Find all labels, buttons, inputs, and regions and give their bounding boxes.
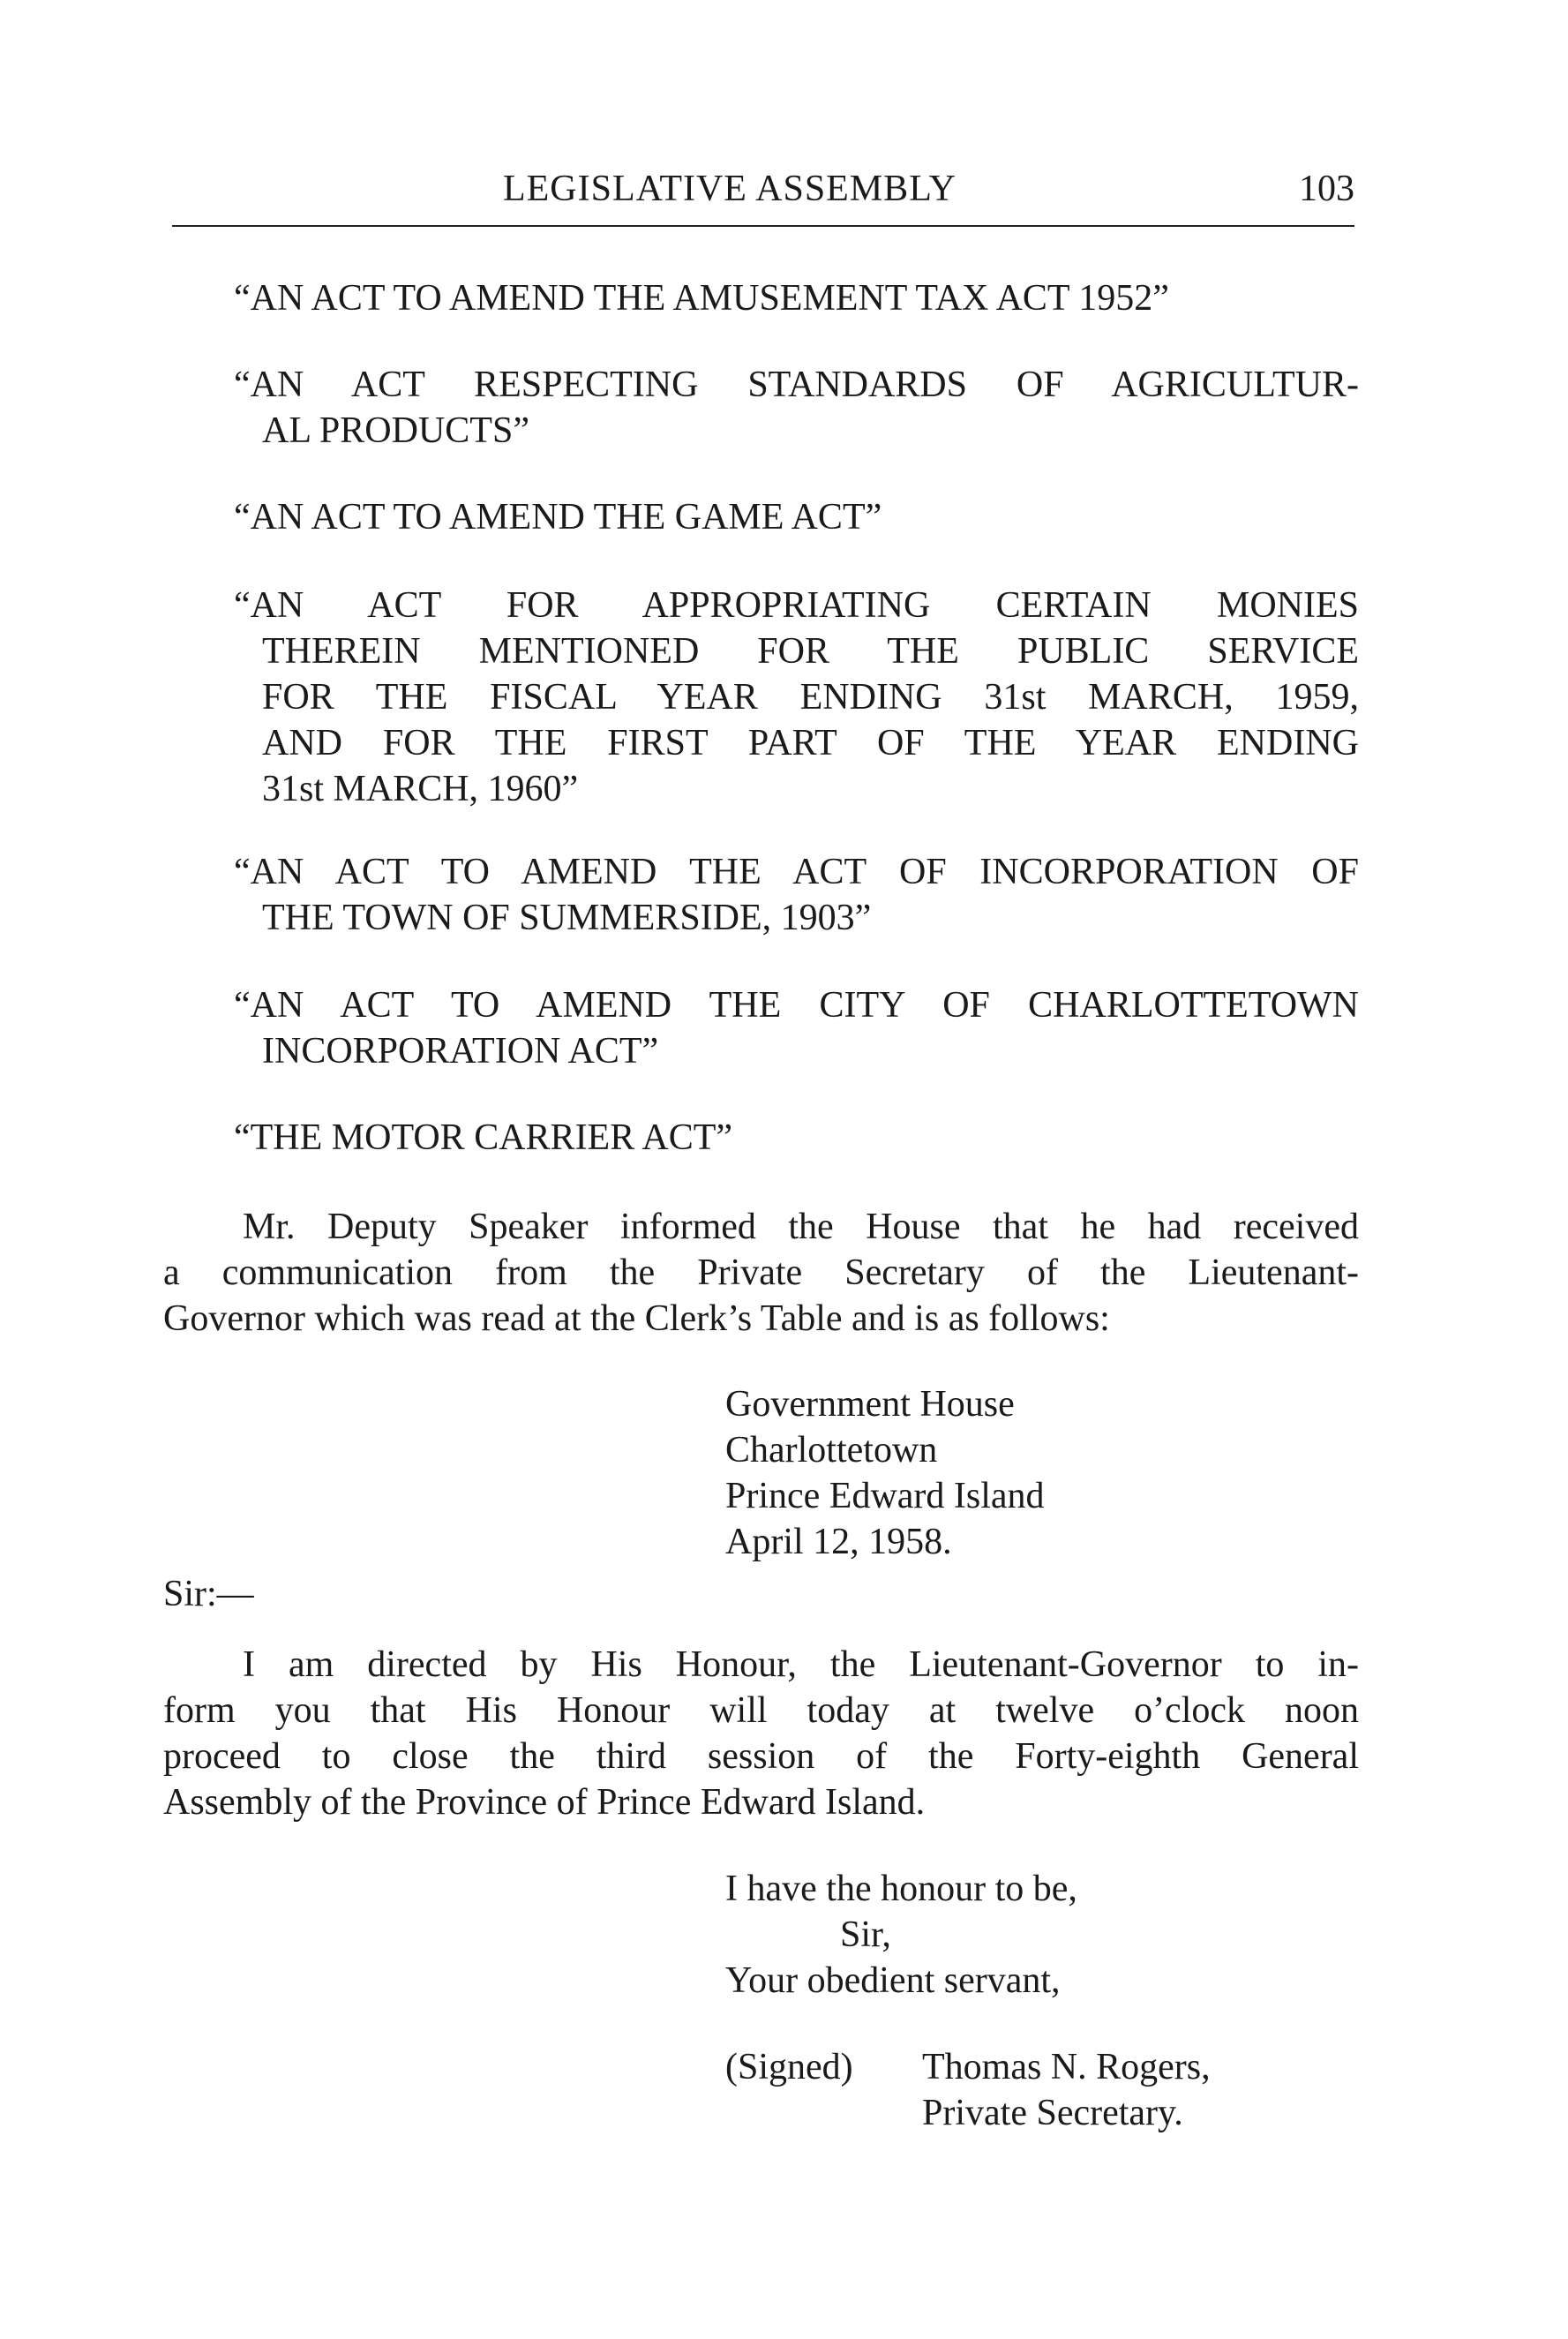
act-title-7: “THE MOTOR CARRIER ACT” bbox=[234, 1117, 733, 1158]
page-number: 103 bbox=[1299, 169, 1354, 209]
signer-name: Thomas N. Rogers, bbox=[922, 2047, 1211, 2087]
act-title-2: “AN ACT RESPECTING STANDARDS OF AGRICULTUR- AL PRODUCTS” bbox=[234, 365, 1359, 451]
signer-title: Private Secretary. bbox=[922, 2093, 1183, 2133]
act-title-3: “AN ACT TO AMEND THE GAME ACT” bbox=[234, 497, 882, 538]
act-title-1: “AN ACT TO AMEND THE AMUSEMENT TAX ACT 1952” bbox=[234, 278, 1169, 319]
letter-body: I am directed by His Honour, the Lieutenant-Governor to in- form you that His Honour will today at twelve o’clock noon proceed to close the third session of the Forty-eighth General Assembly of the Province of Prince Edward Island. bbox=[163, 1644, 1359, 1823]
act-title-5: “AN ACT TO AMEND THE ACT OF INCORPORATION OF THE TOWN OF SUMMERSIDE, 1903” bbox=[234, 852, 1359, 938]
header-rule bbox=[172, 225, 1354, 227]
act-title-4: “AN ACT FOR APPROPRIATING CERTAIN MONIES THEREIN MENTIONED FOR THE PUBLIC SERVICE FOR THE FISCAL YEAR ENDING 31st MARCH, 1959, AND FOR THE FIRST PART OF THE YEAR ENDING 31st MARCH, 1960” bbox=[234, 585, 1359, 809]
signature-block bbox=[922, 2044, 1211, 2136]
letter-closing: I have the honour to be, Sir, Your obedient servant, bbox=[725, 1869, 1077, 2001]
letter-address: Government House Charlottetown Prince Edward Island April 12, 1958. bbox=[725, 1384, 1045, 1562]
running-title: LEGISLATIVE ASSEMBLY bbox=[503, 169, 957, 209]
intro-paragraph: Mr. Deputy Speaker informed the House that he had received a communication from the Private Secretary of the Lieutenant- Governor which was read at the Clerk’s Table and is as follows: bbox=[163, 1207, 1359, 1339]
page-header bbox=[172, 166, 1354, 219]
act-title-6: “AN ACT TO AMEND THE CITY OF CHARLOTTETOWN INCORPORATION ACT” bbox=[234, 985, 1359, 1072]
signature-label: (Signed) bbox=[725, 2047, 853, 2087]
letter-salutation: Sir:— bbox=[163, 1574, 254, 1614]
